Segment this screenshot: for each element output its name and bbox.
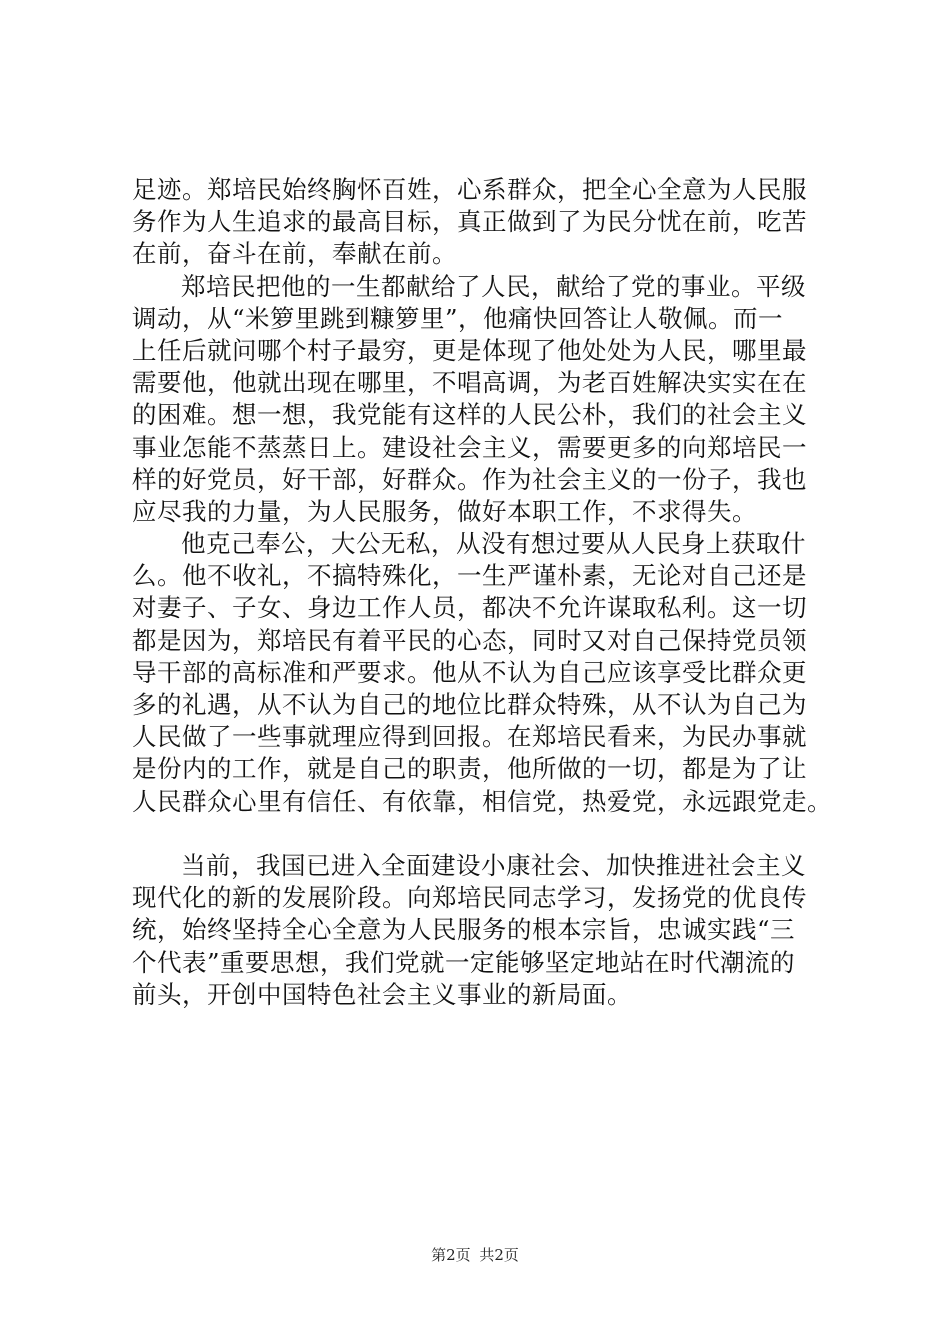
text-line: 的困难。想一想，我党能有这样的人民公朴，我们的社会主义 xyxy=(132,400,807,430)
text-line: 他克己奉公，大公无私，从没有想过要从人民身上获取什 xyxy=(181,529,806,559)
text-line: 在前，奋斗在前，奉献在前。 xyxy=(132,239,457,269)
text-line: 多的礼遇，从不认为自己的地位比群众特殊，从不认为自己为 xyxy=(132,690,807,719)
paragraph xyxy=(132,850,832,1011)
document-body xyxy=(132,174,832,1011)
text-line: 足迹。郑培民始终胸怀百姓，心系群众，把全心全意为人民服 xyxy=(132,175,807,204)
text-line: 现代化的新的发展阶段。向郑培民同志学习，发扬党的优良传 xyxy=(132,883,807,913)
page-total: 共2页 xyxy=(479,1246,519,1264)
paragraph xyxy=(132,271,832,529)
paragraph xyxy=(132,528,832,818)
paragraph xyxy=(132,174,832,271)
text-line: 都是因为，郑培民有着平民的心态，同时又对自己保持党员领 xyxy=(132,625,807,655)
text-line: 应尽我的力量，为人民服务，做好本职工作，不求得失。 xyxy=(132,496,757,526)
text-line: 郑培民把他的一生都献给了人民，献给了党的事业。平级 xyxy=(181,271,806,301)
text-line: 人民群众心里有信任、有依靠，相信党，热爱党，永远跟党走。 xyxy=(132,786,832,816)
text-line: 个代表”重要思想，我们党就一定能够坚定地站在时代潮流的 xyxy=(132,947,796,977)
text-line: 么。他不收礼，不搞特殊化，一生严谨朴素，无论对自己还是 xyxy=(132,561,807,591)
text-line: 统，始终坚持全心全意为人民服务的根本宗旨，忠诚实践“三 xyxy=(132,915,796,945)
text-line: 调动，从“米箩里跳到糠箩里”，他痛快回答让人敬佩。而一 xyxy=(132,303,784,333)
text-line: 当前，我国已进入全面建设小康社会、加快推进社会主义 xyxy=(181,850,806,880)
text-line: 上任后就问哪个村子最穷，更是体现了他处处为人民，哪里最 xyxy=(132,335,807,365)
paragraph-spacer xyxy=(132,818,832,850)
page-number: 第2页 xyxy=(431,1246,471,1264)
text-line: 务作为人生追求的最高目标，真正做到了为民分忧在前，吃苦 xyxy=(132,207,807,237)
text-line: 前头，开创中国特色社会主义事业的新局面。 xyxy=(132,979,632,1009)
text-line: 需要他，他就出现在哪里，不唱高调，为老百姓解决实实在在 xyxy=(132,368,807,398)
text-line: 是份内的工作，就是自己的职责，他所做的一切，都是为了让 xyxy=(132,754,807,784)
text-line: 对妻子、子女、身边工作人员，都决不允许谋取私利。这一切 xyxy=(132,593,807,623)
page-footer xyxy=(0,1245,950,1265)
text-line: 样的好党员，好干部，好群众。作为社会主义的一份子，我也 xyxy=(132,464,807,494)
text-line: 导干部的高标准和严要求。他从不认为自己应该享受比群众更 xyxy=(132,657,807,687)
text-line: 事业怎能不蒸蒸日上。建设社会主义，需要更多的向郑培民一 xyxy=(132,432,807,462)
text-line: 人民做了一些事就理应得到回报。在郑培民看来，为民办事就 xyxy=(132,722,807,752)
